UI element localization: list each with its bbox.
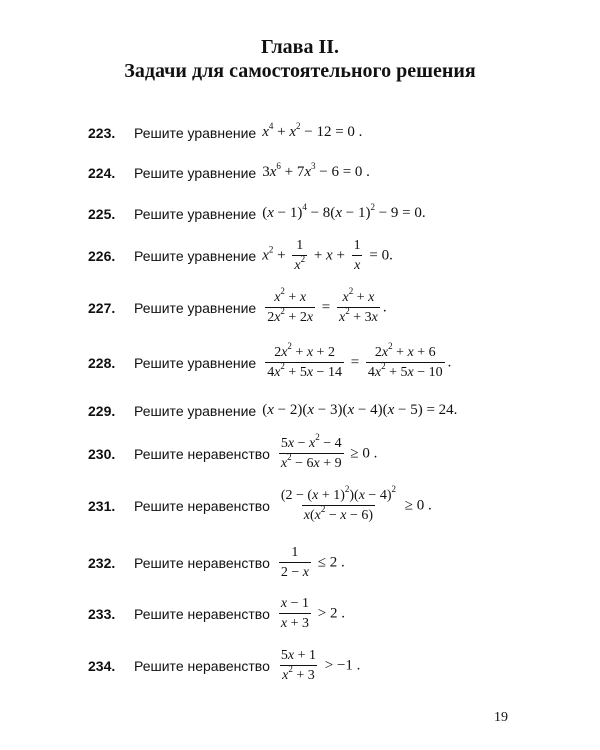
problem-text: Решите уравнение <box>134 124 257 141</box>
problem-text: Решите неравенство <box>134 606 270 622</box>
chapter-subtitle: Задачи для самостоятельного решения <box>124 60 476 82</box>
formula: (x − 2)(x − 3)(x − 4)(x − 5) = 24. <box>262 402 458 418</box>
problem-number: 228. <box>88 355 116 371</box>
problem-number: 234. <box>88 658 116 674</box>
problem-number: 226. <box>88 248 116 264</box>
problem-number: 224. <box>88 164 116 181</box>
formula: $(x - 1)^4 - 8(x - 1)^2 - 9 = 0$. <box>262 202 426 221</box>
problem-226 <box>88 238 393 274</box>
problem-231 <box>88 484 432 524</box>
problem-text: Решите уравнение <box>134 164 257 181</box>
formula: $x^4 + x^2 - 12 = 0$ . <box>262 121 363 140</box>
problem-number: 231. <box>88 498 116 514</box>
problem-number: 233. <box>88 606 116 622</box>
page-number: 19 <box>494 710 508 725</box>
problem-text: Решите уравнение <box>134 402 257 419</box>
problem-text: Решите уравнение <box>134 205 257 222</box>
chapter-title: Глава II. <box>260 36 340 58</box>
problem-number: 230. <box>88 446 116 462</box>
formula: $\frac{5x - x^2 - 4}{x^2 - 6x + 9}$ ≥ 0 . <box>280 432 378 471</box>
problem-229 <box>88 402 457 419</box>
formula: $x^2$ + $\frac{1}{x^2}$ + x + $\frac{1}{x}$ = 0. <box>262 238 393 273</box>
problem-224 <box>88 161 370 181</box>
problem-number: 229. <box>88 402 116 419</box>
problem-232 <box>88 545 345 581</box>
problem-text: Решите уравнение <box>134 300 257 316</box>
formula: $\frac{2x^2 + x + 2}{4x^2 + 5x - 14}$ = $\frac{2x^2 + x + 6}{4x^2 + 5x - 10}$ . <box>267 341 452 380</box>
problem-number: 227. <box>88 300 116 316</box>
formula: $\frac{x^2 + x}{2x^2 + 2x}$ = $\frac{x^2 + x}{x^2 + 3x}$ . <box>267 286 387 325</box>
problem-text: Решите неравенство <box>134 555 270 571</box>
problem-233 <box>88 596 345 632</box>
problem-225 <box>88 202 426 222</box>
problem-text: Решите уравнение <box>134 355 257 371</box>
problem-text: Решите неравенство <box>134 498 270 514</box>
problem-text: Решите уравнение <box>134 248 257 264</box>
problem-number: 232. <box>88 555 116 571</box>
problem-227 <box>88 286 387 326</box>
problem-text: Решите неравенство <box>134 658 270 674</box>
problem-number: 225. <box>88 205 116 222</box>
formula: $\frac{x - 1}{x + 3}$ > 2 . <box>280 596 345 631</box>
problem-234 <box>88 648 360 684</box>
formula: $\frac{1}{2 - x}$ ≤ 2 . <box>280 545 345 580</box>
formula: $3x^6 + 7x^3 - 6 = 0$ . <box>262 161 370 180</box>
formula: $\frac{(2 - (x + 1)^2)(x - 4)^2}{x(x^2 - x - 6)}$ ≥ 0 . <box>280 484 432 523</box>
problem-number: 223. <box>88 124 116 141</box>
formula: $\frac{5x + 1}{x^2 + 3}$ > −1 . <box>280 648 361 683</box>
problem-228 <box>88 341 452 381</box>
problem-text: Решите неравенство <box>134 446 270 462</box>
problem-223 <box>88 121 363 141</box>
problem-230 <box>88 432 378 472</box>
